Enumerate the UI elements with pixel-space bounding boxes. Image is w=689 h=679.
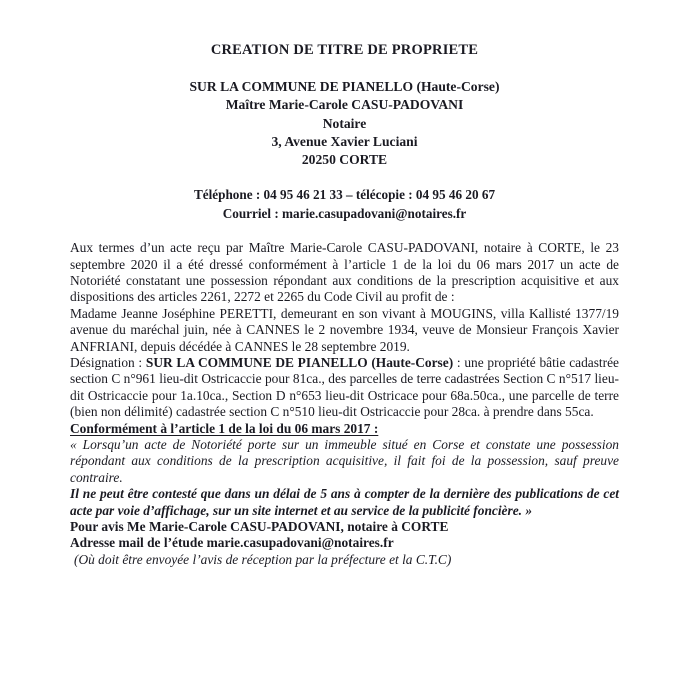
designation-paragraph bbox=[70, 355, 619, 421]
designation-text: : une propriété bâtie cadastrée section C n°961 lieu-dit Ostricaccie pour 81ca., des parcelles de terre cadastrées Section C n°517 lieu-dit Ostricaccie pour 1a.10ca., Section D n°653 lieu-dit Ostricace pour 68a.50ca., une parcelle de terre (bien non délimité) cadastrée section C n°510 lieu-dit Ostricaccie pour 28ca. à prendre dans 55ca. bbox=[70, 354, 619, 420]
reception-note-line: (Où doit être envoyée l’avis de réception par la préfecture et la C.T.C) bbox=[74, 551, 452, 567]
email-line: Courriel : marie.casupadovani@notaires.fr bbox=[222, 205, 467, 221]
phone-line: Téléphone : 04 95 46 21 33 – télécopie : 04 95 46 20 67 bbox=[193, 187, 496, 203]
law-heading-paragraph bbox=[70, 421, 619, 437]
designation-label: Désignation : bbox=[70, 354, 146, 370]
designation-commune: SUR LA COMMUNE DE PIANELLO (Haute-Corse) bbox=[145, 354, 454, 370]
intro-paragraph: Aux termes d’un acte reçu par Maître Marie-Carole CASU-PADOVANI, notaire à CORTE, le 23 septembre 2020 il a été dressé conformément à l’article 1 de la loi du 06 mars 2017 un acte de Notoriété constatant une possession répondant aux conditions de la prescription acquisitive et aux dispositions des articles 2261, 2272 et 2265 du Code Civil au profit de : bbox=[70, 240, 619, 305]
study-mail-line: Adresse mail de l’étude marie.casupadovani@notaires.fr bbox=[70, 535, 394, 551]
office-street: 3, Avenue Xavier Luciani bbox=[271, 133, 418, 149]
notary-name: Maître Marie-Carole CASU-PADOVANI bbox=[225, 97, 464, 113]
contact-block bbox=[70, 169, 619, 223]
notary-office-block bbox=[70, 59, 619, 169]
document-content bbox=[70, 0, 619, 568]
law-quote-part-one: « Lorsqu’un acte de Notoriété porte sur un immeuble situé en Corse et constate une possession répondant aux conditions de la prescription acquisitive, il fait foi de la possession, sauf preuve contraire. bbox=[70, 437, 619, 485]
notary-role: Notaire bbox=[322, 115, 367, 131]
document-body bbox=[70, 223, 619, 568]
law-heading: Conformément à l’article 1 de la loi du 06 mars 2017 : bbox=[70, 420, 379, 436]
commune-heading: SUR LA COMMUNE DE PIANELLO (Haute-Corse) bbox=[189, 79, 500, 95]
office-city: 20250 CORTE bbox=[301, 151, 388, 167]
page-title: CREATION DE TITRE DE PROPRIETE bbox=[210, 42, 479, 58]
signature-line: Pour avis Me Marie-Carole CASU-PADOVANI, notaire à CORTE bbox=[70, 519, 449, 535]
law-quote-part-two: Il ne peut être contesté que dans un délai de 5 ans à compter de la dernière des publications de cet acte par voie d’affichage, sur un site internet et au service de la publicité foncière. » bbox=[70, 486, 619, 518]
beneficiary-paragraph: Madame Jeanne Joséphine PERETTI, demeurant en son vivant à MOUGINS, villa Kallisté 1377/19 avenue du maréchal juin, née à CANNES le 2 novembre 1934, veuve de Monsieur François Xavier ANFRIANI, depuis décédée à CANNES le 28 septembre 2019. bbox=[70, 305, 619, 354]
